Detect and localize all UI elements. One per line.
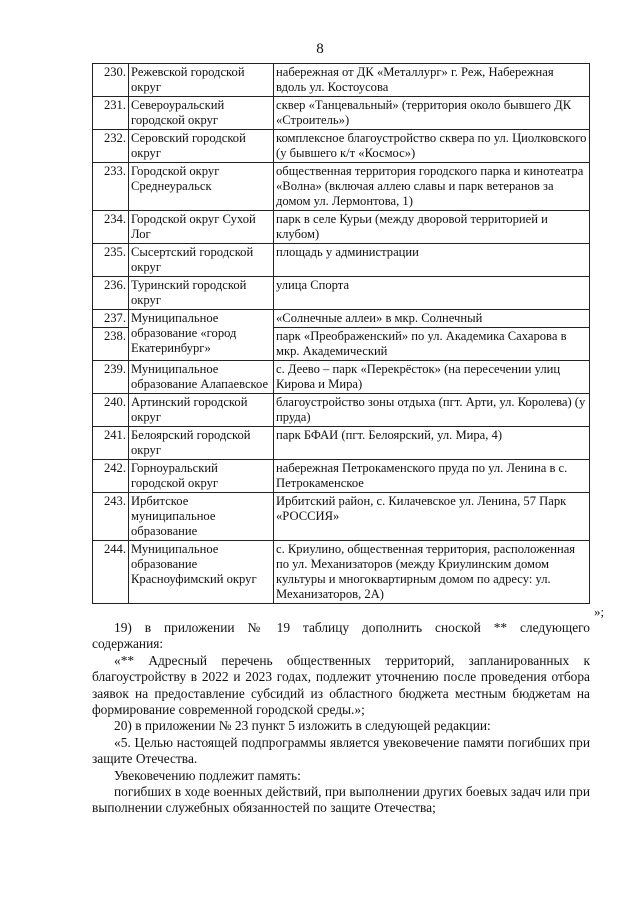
row-number: 237. (93, 310, 129, 328)
table-row (93, 427, 590, 460)
table-row (93, 130, 590, 163)
table-row (93, 163, 590, 211)
territory-cell: с. Криулино, общественная территория, расположенная по ул. Механизаторов (между Криулинским домом культуры и многоквартирным домом по адресу: ул. Механизаторов, 2А) (274, 541, 590, 604)
territory-cell: сквер «Танцевальный» (территория около бывшего ДК «Строитель») (274, 97, 590, 130)
table-row (93, 244, 590, 277)
row-number: 233. (93, 163, 129, 211)
territory-cell: улица Спорта (274, 277, 590, 310)
territory-cell: с. Деево – парк «Перекрёсток» (на пересечении улиц Кирова и Мира) (274, 361, 590, 394)
municipality-cell: Муниципальное образование Алапаевское (129, 361, 274, 394)
territory-cell: «Солнечные аллеи» в мкр. Солнечный (274, 310, 590, 328)
municipality-cell: Ирбитское муниципальное образование (129, 493, 274, 541)
territory-cell: Ирбитский район, с. Килачевское ул. Ленина, 57 Парк «РОССИЯ» (274, 493, 590, 541)
municipality-cell: Белоярский городской округ (129, 427, 274, 460)
municipality-cell: Городской округ Сухой Лог (129, 211, 274, 244)
territory-cell: площадь у администрации (274, 244, 590, 277)
public-territories-table (92, 63, 590, 604)
municipality-cell: Сысертский городской округ (129, 244, 274, 277)
table-row (93, 97, 590, 130)
table-row (93, 394, 590, 427)
territory-cell: комплексное благоустройство сквера по ул. Циолковского (у бывшего к/т «Космос») (274, 130, 590, 163)
row-number: 232. (93, 130, 129, 163)
territory-cell: парк «Преображенский» по ул. Академика Сахарова в мкр. Академический (274, 328, 590, 361)
paragraph-memory-fallen: погибших в ходе военных действий, при выполнении других боевых задач или при выполнении служебных обязанностей по защите Отечества; (92, 784, 590, 816)
row-number: 236. (93, 277, 129, 310)
table-row (93, 211, 590, 244)
territory-cell: парк БФАИ (пгт. Белоярский, ул. Мира, 4) (274, 427, 590, 460)
row-number: 235. (93, 244, 129, 277)
territory-cell: благоустройство зоны отдыха (пгт. Арти, ул. Королева) (у пруда) (274, 394, 590, 427)
row-number: 244. (93, 541, 129, 604)
municipality-cell: Артинский городской округ (129, 394, 274, 427)
row-number: 240. (93, 394, 129, 427)
row-number: 243. (93, 493, 129, 541)
municipality-cell: Режевской городской округ (129, 64, 274, 97)
page-number: 8 (316, 41, 324, 57)
territory-cell: парк в селе Курьи (между дворовой территорией и клубом) (274, 211, 590, 244)
row-number: 242. (93, 460, 129, 493)
municipality-cell: Североуральский городской округ (129, 97, 274, 130)
municipality-cell: Серовский городской округ (129, 130, 274, 163)
municipality-cell: Горноуральский городской округ (129, 460, 274, 493)
row-number: 231. (93, 97, 129, 130)
row-number: 239. (93, 361, 129, 394)
territory-cell: набережная от ДК «Металлург» г. Реж, Набережная вдоль ул. Костоусова (274, 64, 590, 97)
row-number: 230. (93, 64, 129, 97)
table-row (93, 277, 590, 310)
municipality-cell: Городской округ Среднеуральск (129, 163, 274, 211)
row-number: 241. (93, 427, 129, 460)
paragraph-memory-intro: Увековечению подлежит память: (114, 767, 301, 783)
paragraph-item-20: 20) в приложении № 23 пункт 5 изложить в следующей редакции: (114, 718, 491, 734)
table-closing-quote: »; (594, 604, 605, 619)
table-row (93, 541, 590, 604)
paragraph-footnote: «** Адресный перечень общественных территорий, запланированных к благоустройству в 2022 и 2023 годах, подлежит уточнению после проведения отбора заявок на предоставление субсидий из областного бюджета местным бюджетам на формирование современной городской среды.»; (92, 652, 590, 718)
municipality-cell: Муниципальное образование «город Екатеринбург» (129, 310, 274, 361)
table-row (93, 361, 590, 394)
table-row (93, 460, 590, 493)
municipality-cell: Муниципальное образование Красноуфимский округ (129, 541, 274, 604)
municipality-cell: Туринский городской округ (129, 277, 274, 310)
table-row (93, 493, 590, 541)
paragraph-item-19: 19) в приложении № 19 таблицу дополнить сноской ** следующего содержания: (92, 620, 590, 652)
paragraph-subprogram-goal: «5. Целью настоящей подпрограммы является увековечение памяти погибших при защите Отечества. (92, 734, 590, 767)
row-number: 234. (93, 211, 129, 244)
territory-cell: общественная территория городского парка и кинотеатра «Волна» (включая аллею славы и парк ветеранов за домом ул. Лермонтова, 1) (274, 163, 590, 211)
row-number: 238. (93, 328, 129, 361)
table-row (93, 64, 590, 97)
table-row (93, 310, 590, 328)
amendment-text (92, 620, 590, 817)
territory-cell: набережная Петрокаменского пруда по ул. Ленина в с. Петрокаменское (274, 460, 590, 493)
